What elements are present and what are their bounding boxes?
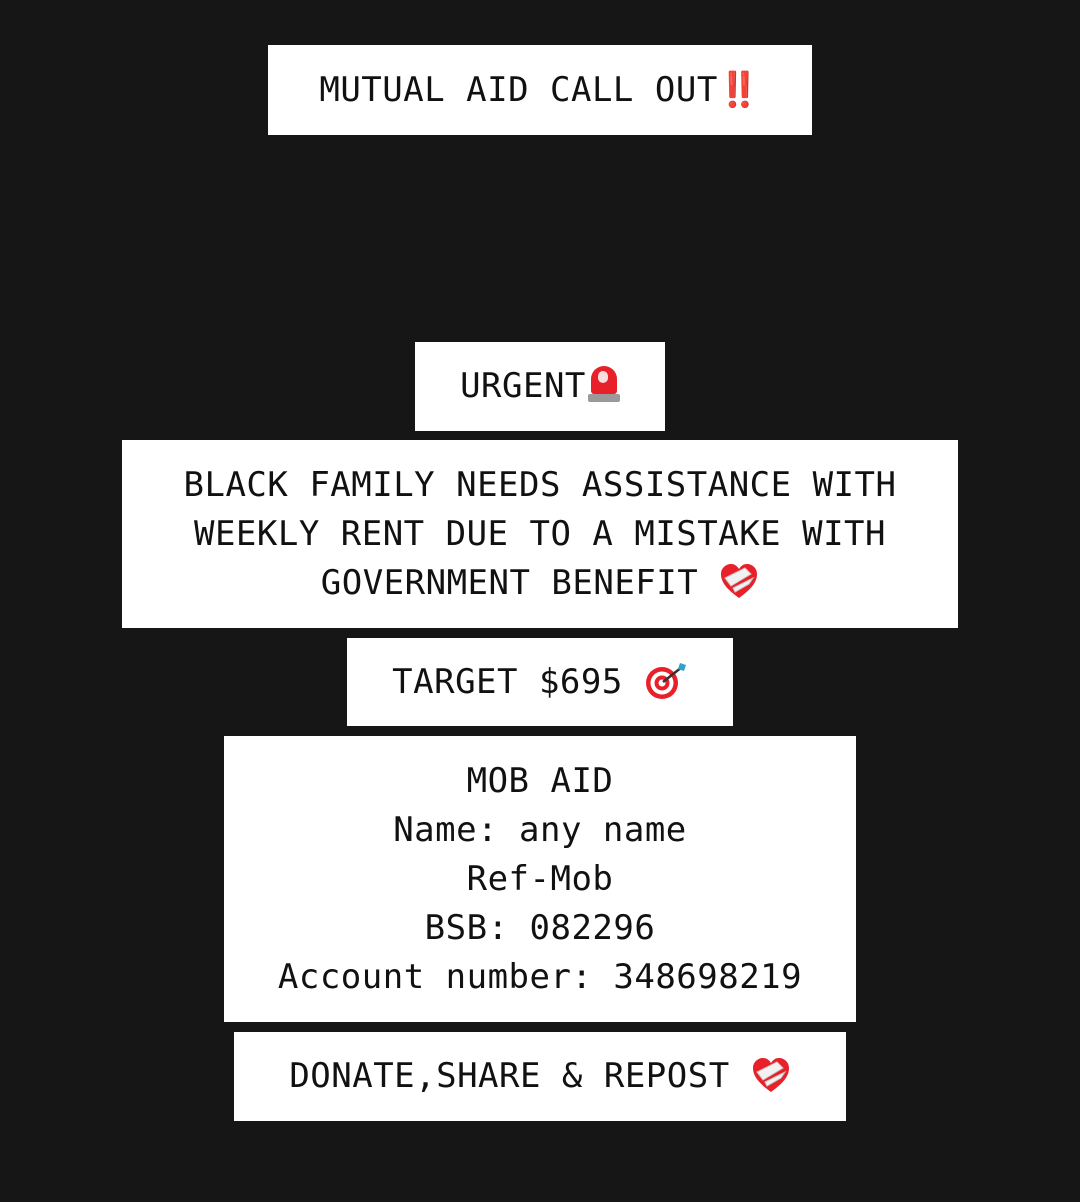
footer-line <box>289 1052 790 1101</box>
bank-details-box <box>224 736 856 1022</box>
target-box <box>347 638 733 726</box>
footer-label: DONATE,SHARE & REPOST <box>289 1056 730 1096</box>
urgent-box <box>415 342 665 431</box>
footer-box <box>234 1032 846 1121</box>
title-line <box>319 66 760 115</box>
target-line <box>392 658 688 707</box>
description-line-3-text: GOVERNMENT BENEFIT <box>320 562 699 603</box>
description-line-2: WEEKLY RENT DUE TO A MISTAKE WITH <box>193 513 886 554</box>
bank-reference: Ref-Mob <box>466 858 614 899</box>
bank-bsb: BSB: 082296 <box>424 907 656 948</box>
target-label: TARGET $695 <box>392 661 623 702</box>
bank-account-number: Account number: 348698219 <box>277 956 803 997</box>
title-box <box>268 45 812 135</box>
double-exclamation-icon: ‼️ <box>717 69 761 110</box>
urgent-line <box>460 362 620 411</box>
bank-name: MOB AID <box>466 760 614 801</box>
description-box <box>122 440 958 628</box>
bank-payee-name: Name: any name <box>393 809 687 850</box>
mending-heart-icon <box>719 562 759 602</box>
description-line-3 <box>321 559 759 608</box>
page-title: MUTUAL AID CALL OUT <box>319 69 718 110</box>
siren-icon <box>588 364 620 404</box>
bullseye-icon <box>644 661 688 701</box>
urgent-label: URGENT <box>460 366 586 406</box>
mending-heart-icon <box>751 1056 791 1096</box>
description-line-1: BLACK FAMILY NEEDS ASSISTANCE WITH <box>183 464 897 505</box>
